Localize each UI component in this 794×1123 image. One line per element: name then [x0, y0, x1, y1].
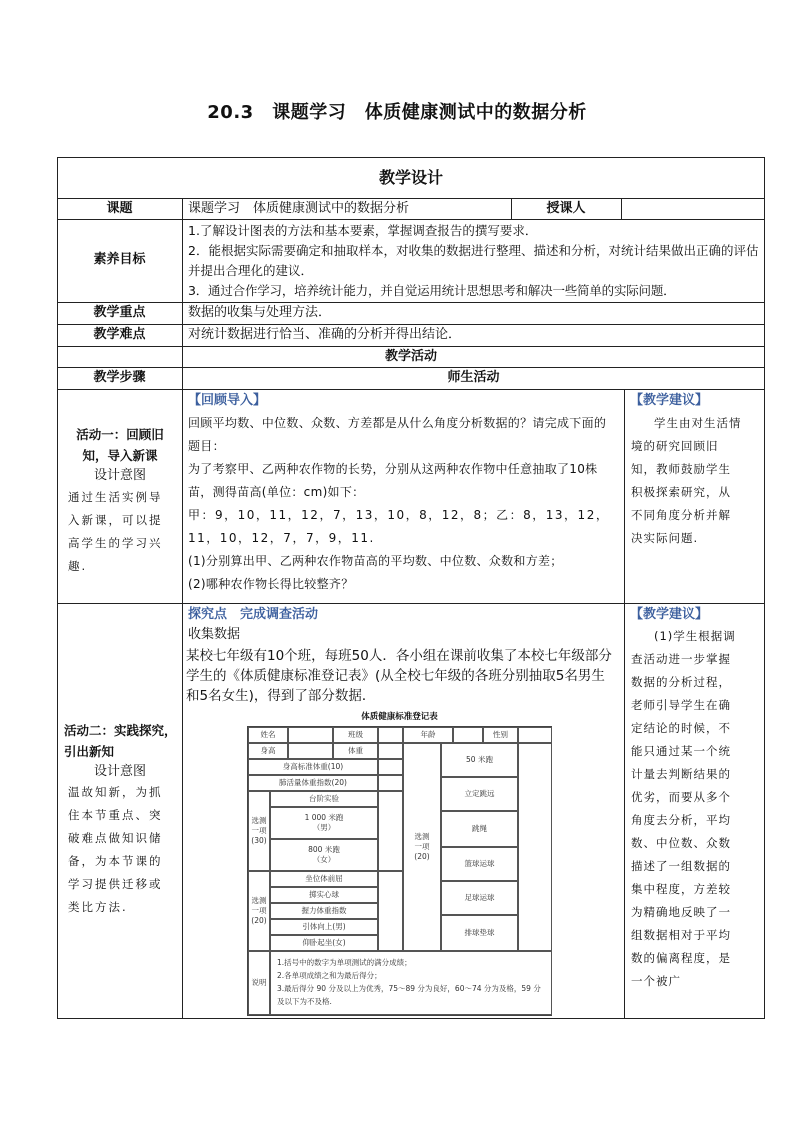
- form-age: 年龄: [403, 727, 453, 743]
- form-blank: [518, 727, 552, 743]
- form-notes: [270, 951, 552, 1015]
- form-jump: 立定跳远: [441, 777, 518, 811]
- activity1-suggest: 学生由对生活情境的研究回顾旧知，教师鼓励学生积极探索研究，从不同角度分析并解决实际问题.: [631, 416, 742, 545]
- difficulty-label: 教学难点: [93, 327, 146, 342]
- form-blank: [378, 727, 403, 743]
- topic-value: 课题学习 体质健康测试中的数据分析: [188, 201, 410, 216]
- activity1-text: [188, 412, 618, 596]
- form-run800: 800 米跑（女）: [270, 839, 378, 871]
- form-volley: 排球垫球: [441, 915, 518, 951]
- form-title: 体质健康标准登记表: [361, 712, 438, 722]
- activity1-tag: 【回顾导入】: [188, 393, 267, 408]
- form-note-3: 3.最后得分 90 分及以上为优秀，75～89 分为良好，60～74 分为及格，59 分及以下为不及格.: [277, 984, 541, 1006]
- steps-label: 教学步骤: [93, 370, 146, 385]
- activity2-suggest-tag: 【教学建议】: [630, 607, 709, 622]
- a1-line-2: 为了考察甲、乙两种农作物的长势，分别从这两种农作物中任意抽取了10株苗，测得苗高(单位：cm)如下：: [188, 462, 598, 499]
- difficulty-value: 对统计数据进行恰当、准确的分析并得出结论．: [188, 327, 462, 342]
- col-divider: [624, 389, 625, 1019]
- activity2-tag: 探究点 完成调查活动: [188, 607, 319, 622]
- form-note-label: 说明: [248, 951, 270, 1015]
- activity2-intent: 温故知新，为抓住本节重点、突破难点做知识储备，为本节课的学习提供迁移或类比方法.: [68, 785, 163, 914]
- row-divider: [57, 603, 765, 604]
- teacher-value: [626, 199, 761, 219]
- col-divider: [621, 199, 622, 219]
- form-blank: [378, 775, 403, 791]
- form-gender: 性别: [483, 727, 518, 743]
- form-class: 班级: [333, 727, 378, 743]
- form-crunch: 仰卧起坐(女): [270, 935, 378, 951]
- goal-1: 1.了解设计图表的方法和基本要素，掌握调查报告的撰写要求．: [188, 223, 538, 238]
- registration-form: [247, 726, 552, 1016]
- col-divider: [182, 199, 183, 367]
- row-divider: [57, 389, 765, 390]
- form-run50: 50 米跑: [441, 743, 518, 777]
- activity2-suggest: (1)学生根据调查活动进一步掌握数据的分析过程，老师引导学生在确定结论的时候，不能只通过某一个统计量去判断结果的优劣，而要从多个角度去分析，平均数、中位数、众数描述了一组数据的集中程度，方差较为精确地反映了一组数据相对于平均数的偏离程度，是一个被广: [631, 629, 736, 988]
- form-basket: 篮球运球: [441, 847, 518, 881]
- focus-label: 教学重点: [93, 305, 146, 320]
- goal-2: 2．能根据实际需要确定和抽取样本，对收集的数据进行整理、描述和分析，对统计结果做出正确的评估并提出合理化的建议．: [188, 243, 759, 278]
- form-step: 台阶实验: [270, 791, 378, 807]
- activity2-sub: 收集数据: [188, 627, 241, 642]
- form-lung: 肺活量体重指数(20): [248, 775, 378, 791]
- activity1-suggest-tag: 【教学建议】: [630, 393, 709, 408]
- focus-value: 数据的收集与处理方法．: [188, 305, 332, 320]
- form-blank: [378, 871, 403, 951]
- activity-header: 教学活动: [384, 349, 437, 364]
- form-blank: [288, 727, 333, 743]
- table-header: 教学设计: [57, 157, 765, 199]
- goals-label: 素养目标: [93, 252, 146, 267]
- form-situp: 坐位体前屈: [270, 871, 378, 887]
- form-grip: 握力体重指数: [270, 903, 378, 919]
- form-choose3: 选测一项(20): [403, 743, 441, 951]
- form-blank: [378, 791, 403, 871]
- form-weight: 体重: [333, 743, 378, 759]
- form-rope: 跳绳: [441, 811, 518, 847]
- form-choose1: 选测一项(30): [248, 791, 270, 871]
- a1-line-5: (2)哪种农作物长得比较整齐？: [188, 577, 354, 591]
- col-divider: [182, 367, 183, 1019]
- goal-3: 3．通过合作学习，培养统计能力，并自觉运用统计思想思考和解决一些简单的实际问题．: [188, 283, 676, 298]
- page-title: 20.3 课题学习 体质健康测试中的数据分析: [207, 102, 587, 123]
- form-run1000: 1 000 米跑（男）: [270, 807, 378, 839]
- topic-label: 课题: [106, 201, 133, 216]
- form-soccer: 足球运球: [441, 881, 518, 915]
- a1-line-1: 回顾平均数、中位数、众数、方差都是从什么角度分析数据的？请完成下面的题目：: [188, 416, 607, 453]
- form-blank: [378, 743, 403, 759]
- form-name: 姓名: [248, 727, 288, 743]
- activity1-intent: 通过生活实例导入新课，可以提高学生的学习兴趣.: [68, 490, 163, 573]
- activity2-title: 活动二：实践探究，引出新知: [64, 723, 177, 759]
- form-note-1: 1.括号中的数字为单项测试的满分成绩；: [277, 958, 412, 967]
- form-blank: [453, 727, 483, 743]
- interaction-label: 师生活动: [447, 370, 500, 385]
- a1-line-3: 甲：9，10，11，12，7，13，10，8，12，8；乙：8，13，12，11，10，12，7，7，9，11.: [188, 508, 610, 545]
- activity2-body: 某校七年级有10个班，每班50人．各小组在课前收集了本校七年级部分学生的《体质健康标准登记表》(从全校七年级的各班分别抽取5名男生和5名女生)，得到了部分数据．: [186, 648, 612, 704]
- teacher-label: 授课人: [546, 201, 586, 216]
- activity2-intent-label: 设计意图: [93, 764, 146, 779]
- activity1-intent-label: 设计意图: [93, 468, 146, 483]
- form-std-weight: 身高标准体重(10): [248, 759, 378, 775]
- form-blank: [288, 743, 333, 759]
- form-height: 身高: [248, 743, 288, 759]
- activity1-title: 活动一：回顾旧知，导入新课: [76, 427, 164, 463]
- form-blank: [378, 759, 403, 775]
- form-choose2: 选测一项(20): [248, 871, 270, 951]
- form-blank: [518, 743, 552, 951]
- form-pullup: 引体向上(男): [270, 919, 378, 935]
- a1-line-4: (1)分别算出甲、乙两种农作物苗高的平均数、中位数、众数和方差；: [188, 554, 563, 568]
- form-note-2: 2.各单项成绩之和为最后得分；: [277, 971, 382, 980]
- goals-content: [188, 221, 763, 301]
- form-ball: 掷实心球: [270, 887, 378, 903]
